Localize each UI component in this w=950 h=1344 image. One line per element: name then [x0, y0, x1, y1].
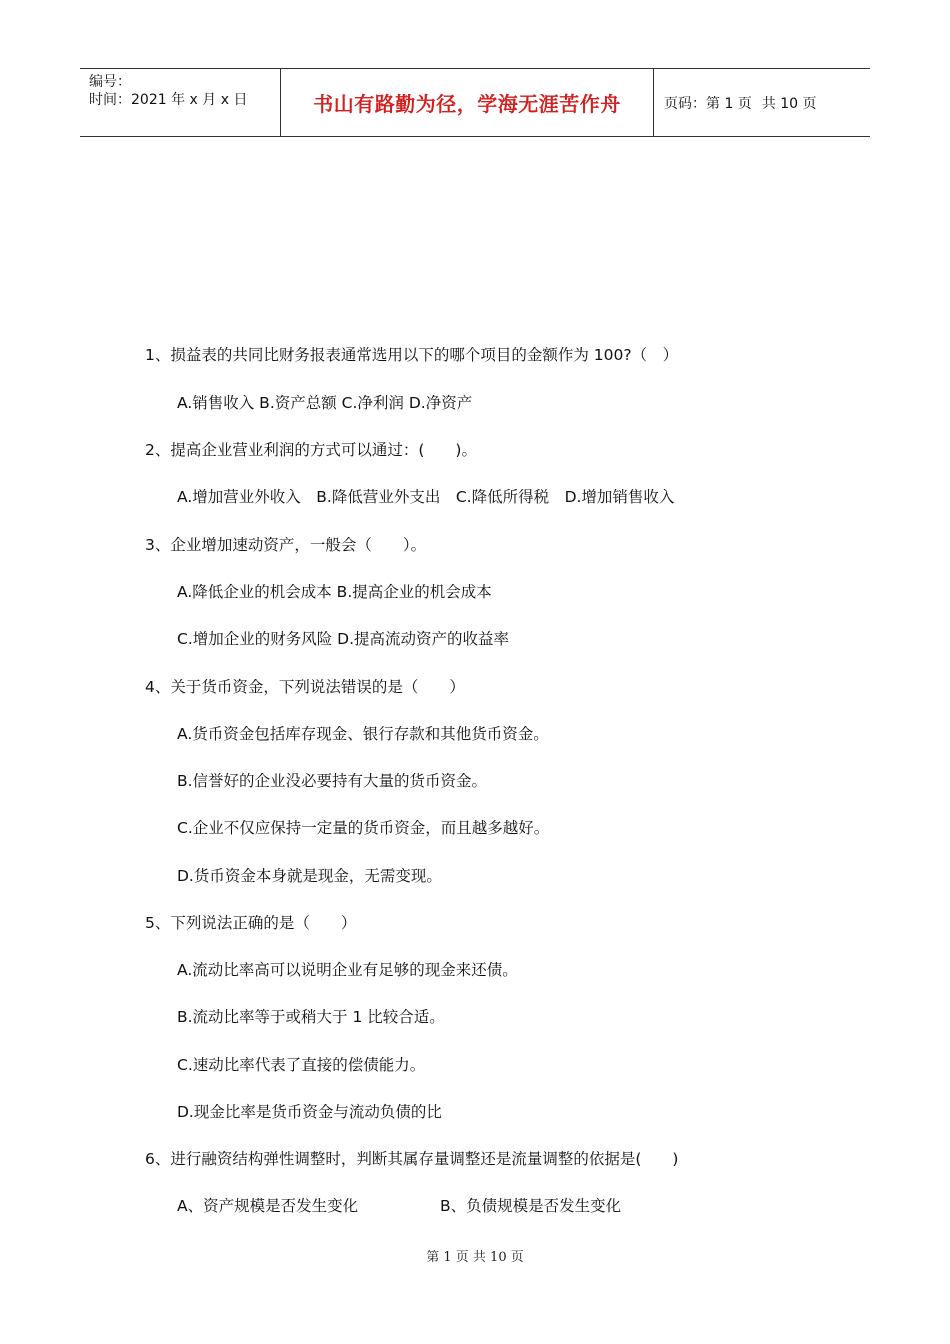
page-footer: 第 1 页 共 10 页: [426, 1250, 524, 1265]
question-5-option-d: D.现金比率是货币资金与流动负债的比: [177, 1103, 442, 1121]
question-4-option-a: A.货币资金包括库存现金、银行存款和其他货币资金。: [177, 725, 549, 743]
header-page-total: 共 10 页: [761, 95, 817, 112]
question-5-option-c: C.速动比率代表了直接的偿债能力。: [177, 1056, 426, 1074]
question-4-option-b: B.信誉好的企业没必要持有大量的货币资金。: [177, 772, 488, 790]
question-3: 3、企业增加速动资产，一般会（ ）。: [145, 536, 427, 554]
question-6-option-a: A、资产规模是否发生变化: [177, 1197, 359, 1215]
question-1-options: A.销售收入 B.资产总额 C.净利润 D.净资产: [177, 394, 473, 412]
document-date-label: 时间：2021 年 x 月 x 日: [89, 92, 248, 108]
question-6: 6、进行融资结构弹性调整时，判断其属存量调整还是流量调整的依据是( ): [145, 1150, 679, 1168]
question-5-option-a: A.流动比率高可以说明企业有足够的现金来还债。: [177, 961, 518, 979]
question-4: 4、关于货币资金，下列说法错误的是（ ）: [145, 678, 465, 696]
question-1: 1、损益表的共同比财务报表通常选用以下的哪个项目的金额作为 100?（ ）: [145, 346, 679, 364]
question-5-option-b: B.流动比率等于或稍大于 1 比较合适。: [177, 1008, 445, 1026]
header-motto: 书山有路勤为径，学海无涯苦作舟: [313, 92, 621, 116]
question-3-option-ab: A.降低企业的机会成本 B.提高企业的机会成本: [177, 583, 492, 601]
question-3-option-cd: C.增加企业的财务风险 D.提高流动资产的收益率: [177, 630, 510, 648]
question-4-option-d: D.货币资金本身就是现金，无需变现。: [177, 867, 442, 885]
question-2-options: A.增加营业外收入 B.降低营业外支出 C.降低所得税 D.增加销售收入: [177, 488, 675, 506]
question-2: 2、提高企业营业利润的方式可以通过：( )。: [145, 441, 477, 459]
question-6-option-b: B、负债规模是否发生变化: [440, 1197, 622, 1215]
question-4-option-c: C.企业不仅应保持一定量的货币资金，而且越多越好。: [177, 819, 550, 837]
header-page-number: 页码：第 1 页: [664, 95, 752, 112]
document-number-label: 编号：: [89, 74, 131, 90]
question-5: 5、下列说法正确的是（ ）: [145, 914, 357, 932]
